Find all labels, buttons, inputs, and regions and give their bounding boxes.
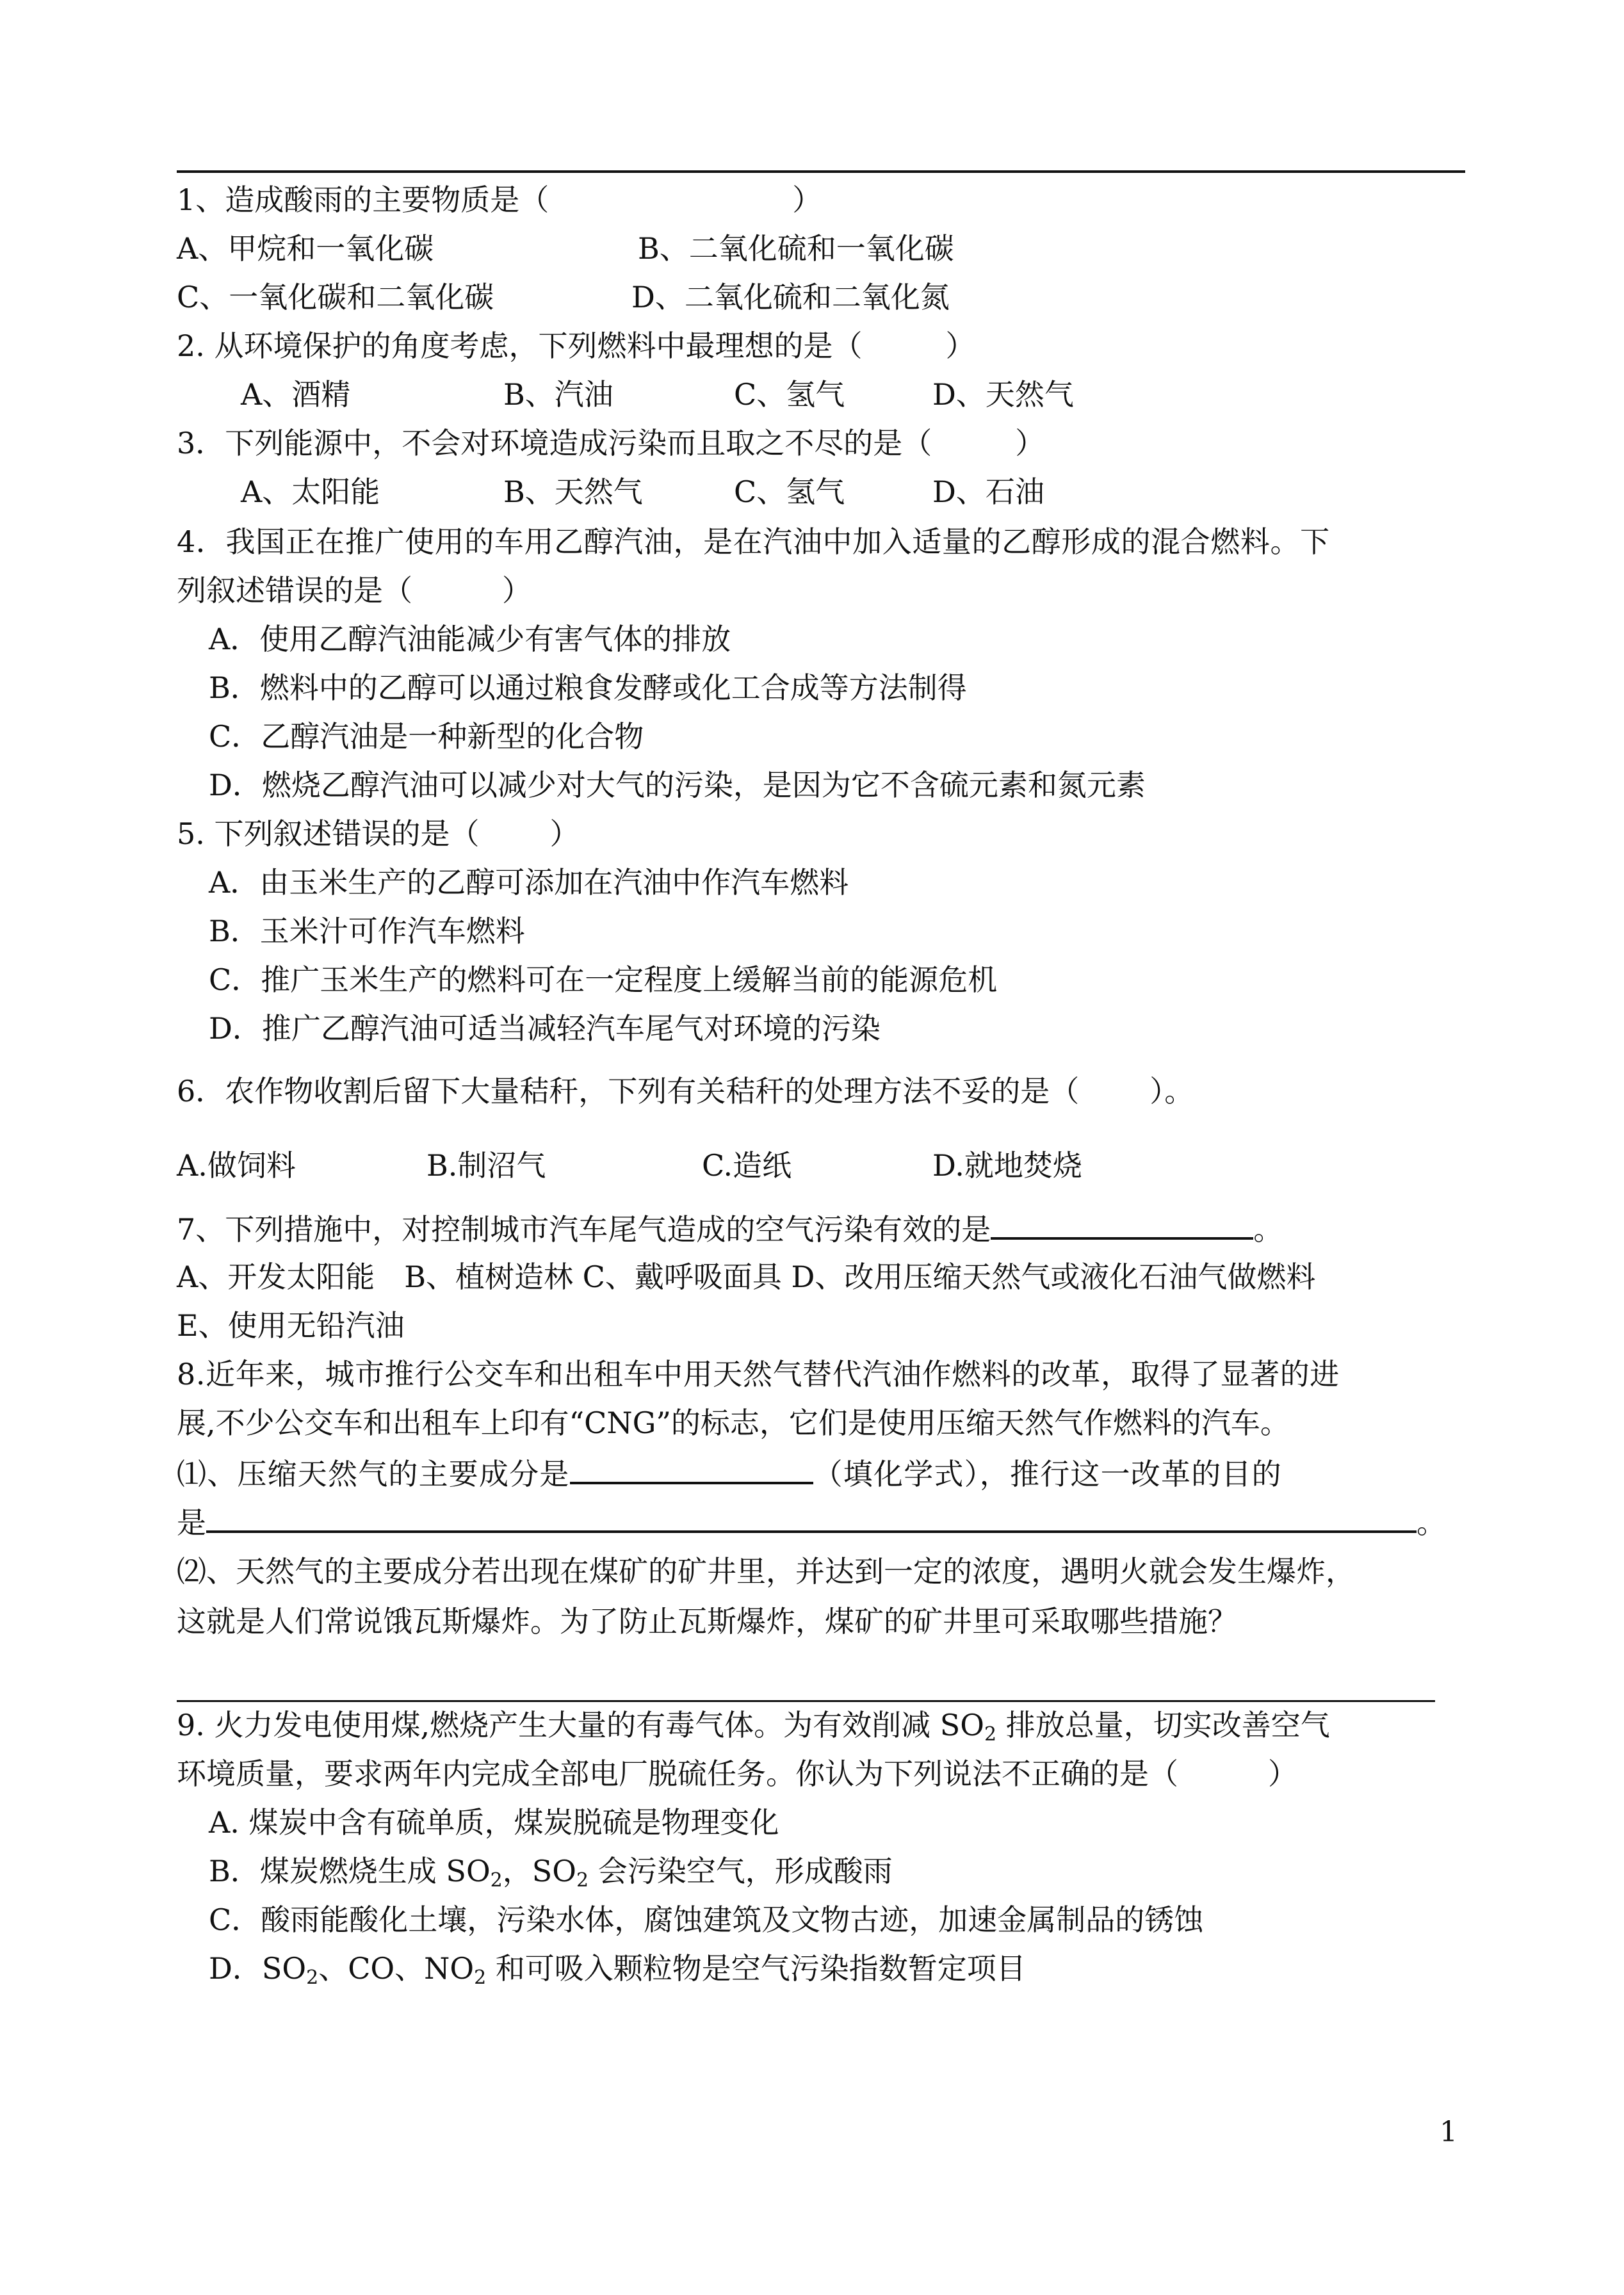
question-9-stem-continued: 环境质量，要求两年内完成全部电厂脱硫任务。你认为下列说法不正确的是（ ） — [177, 1756, 1297, 1791]
question-4-option-a: A．使用乙醇汽油能减少有害气体的排放 — [209, 622, 731, 656]
question-2-stem: 2. 从环境保护的角度考虑，下列燃料中最理想的是（ ） — [177, 328, 975, 363]
question-4-option-b: B．燃料中的乙醇可以通过粮食发酵或化工合成等方法制得 — [209, 670, 967, 705]
question-6-stem: 6．农作物收割后留下大量秸秆，下列有关秸秆的处理方法不妥的是（ ）。 — [177, 1074, 1194, 1108]
question-1-option-c: C、一氧化碳和二氧化碳 — [177, 280, 494, 314]
question-9-option-a: A. 煤炭中含有硫单质，煤炭脱硫是物理变化 — [209, 1805, 779, 1840]
question-8-part-2-continued: 这就是人们常说饿瓦斯爆炸。为了防止瓦斯爆炸，煤矿的矿井里可采取哪些措施？ — [177, 1604, 1237, 1639]
page-number: 1 — [1440, 2116, 1458, 2148]
question-7-answer-blank — [991, 1208, 1253, 1240]
question-3-option-b: B、天然气 — [503, 474, 643, 509]
question-4-stem: 4．我国正在推广使用的车用乙醇汽油，是在汽油中加入适量的乙醇形成的混合燃料。下 — [177, 524, 1330, 559]
question-8-part-2: ⑵、天然气的主要成分若出现在煤矿的矿井里，并达到一定的浓度，遇明火就会发生爆炸， — [177, 1554, 1355, 1589]
question-8-purpose-blank — [206, 1501, 1417, 1533]
question-8-part-1: ⑴、压缩天然气的主要成分是 （填化学式），推行这一改革的目的 — [177, 1452, 1282, 1495]
question-5-option-b: B．玉米汁可作汽车燃料 — [209, 914, 525, 948]
question-5-option-a: A．由玉米生产的乙醇可添加在汽油中作汽车燃料 — [209, 865, 849, 900]
question-1-stem: 1、造成酸雨的主要物质是（ ） — [177, 182, 822, 217]
question-1-option-b: B、二氧化硫和一氧化碳 — [638, 231, 954, 266]
question-3-option-a: A、太阳能 — [241, 474, 380, 509]
question-1-option-a: A、甲烷和一氧化碳 — [177, 231, 434, 266]
question-4-stem-continued: 列叙述错误的是（ ） — [177, 573, 532, 608]
question-3-stem: 3．下列能源中，不会对环境造成污染而且取之不尽的是（ ） — [177, 426, 1045, 460]
question-2-option-d: D、天然气 — [932, 377, 1074, 412]
question-6-option-c: C.造纸 — [702, 1148, 792, 1183]
question-8-stem-continued: 展,不少公交车和出租车上印有“CNG”的标志，它们是使用压缩天然气作燃料的汽车。 — [177, 1406, 1290, 1440]
question-4-option-d: D．燃烧乙醇汽油可以减少对大气的污染，是因为它不含硫元素和氮元素 — [209, 768, 1146, 802]
question-2-option-b: B、汽油 — [503, 377, 613, 412]
question-3-option-c: C、氢气 — [734, 474, 845, 509]
question-9-option-d: D．$SO_2$、CO、$NO_2$ 和可吸入颗粒物是空气污染指数暂定项目 — [209, 1951, 1026, 1989]
question-9-stem: 9. 火力发电使用煤,燃烧产生大量的有毒气体。为有效削减 $SO_2$ 排放总量，切实改善空气 — [177, 1708, 1330, 1746]
question-8-stem: 8.近年来，城市推行公交车和出租车中用天然气替代汽油作燃料的改革，取得了显著的进 — [177, 1357, 1340, 1391]
question-7-stem: 7、下列措施中，对控制城市汽车尾气造成的空气污染有效的是 。 — [177, 1208, 1283, 1250]
question-5-stem: 5. 下列叙述错误的是（ ） — [177, 816, 580, 851]
question-6-option-b: B.制沼气 — [426, 1148, 546, 1183]
question-6-option-a: A.做饲料 — [177, 1148, 296, 1183]
question-5-option-d: D．推广乙醇汽油可适当减轻汽车尾气对环境的污染 — [209, 1011, 881, 1046]
question-5-option-c: C．推广玉米生产的燃料可在一定程度上缓解当前的能源危机 — [209, 962, 998, 997]
question-7-options: A、开发太阳能 B、植树造林 C、戴呼吸面具 D、改用压缩天然气或液化石油气做燃料 — [177, 1260, 1316, 1294]
question-4-option-c: C．乙醇汽油是一种新型的化合物 — [209, 719, 644, 754]
header-rule — [177, 170, 1465, 173]
question-9-option-c: C．酸雨能酸化土壤，污染水体，腐蚀建筑及文物古迹，加速金属制品的锈蚀 — [209, 1902, 1204, 1937]
question-8-formula-blank — [570, 1452, 813, 1484]
question-2-option-a: A、酒精 — [241, 377, 351, 412]
question-8-answer-line — [177, 1700, 1435, 1702]
question-9-option-b: B．煤炭燃烧生成 $SO_2$，$SO_2$ 会污染空气，形成酸雨 — [209, 1854, 893, 1892]
question-7-option-e: E、使用无铅汽油 — [177, 1308, 405, 1343]
question-8-part-1-purpose: 是 。 — [177, 1501, 1446, 1543]
question-1-option-d: D、二氧化硫和二氧化氮 — [631, 280, 950, 314]
question-3-option-d: D、石油 — [932, 474, 1044, 509]
question-2-option-c: C、氢气 — [734, 377, 845, 412]
question-6-option-d: D.就地焚烧 — [932, 1148, 1082, 1183]
